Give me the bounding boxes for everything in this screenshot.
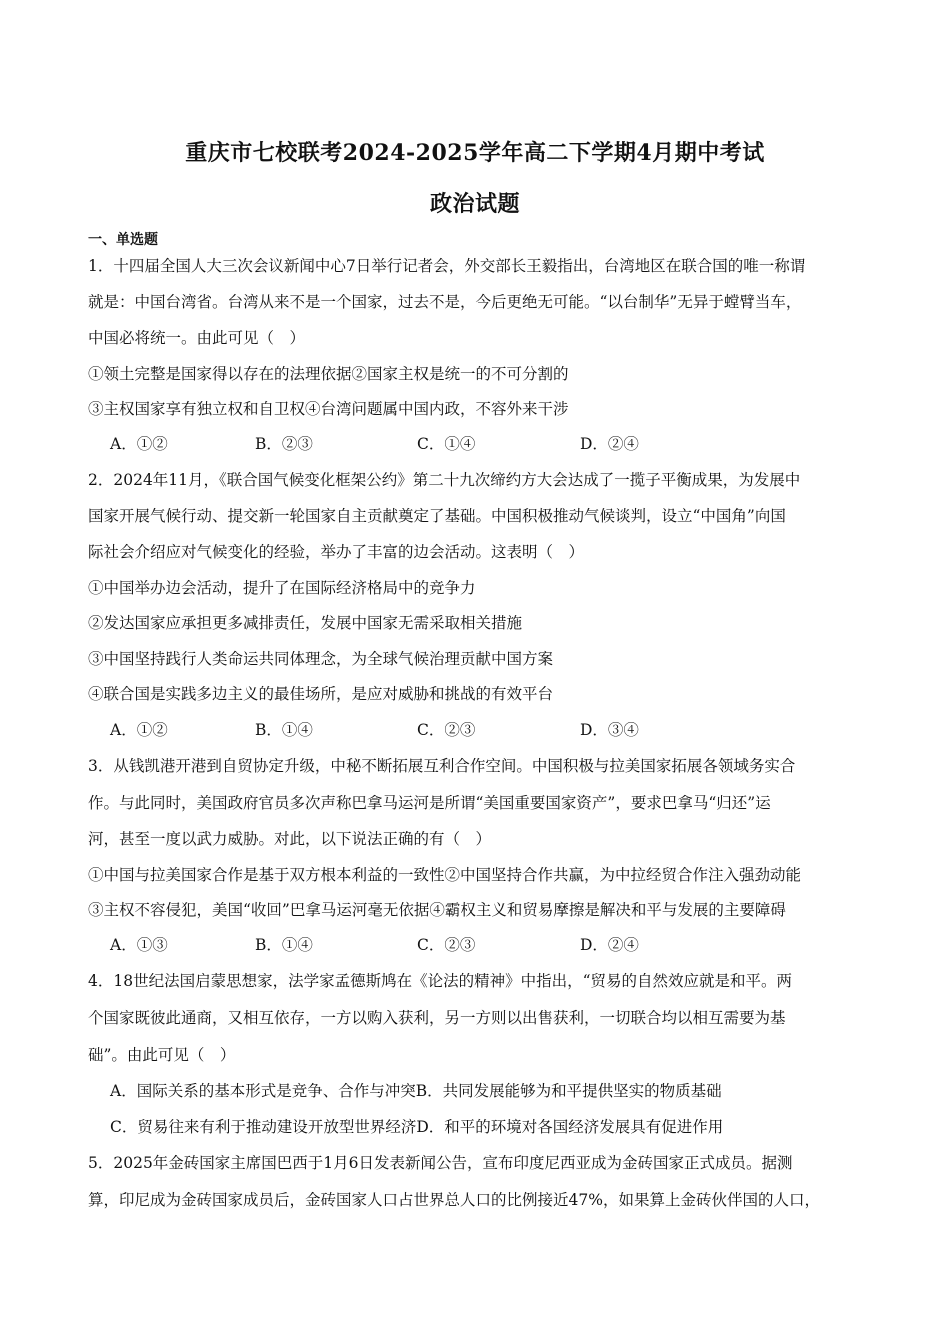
statement-line: ③主权不容侵犯，美国“收回”巴拿马运河毫无依据④霸权主义和贸易摩擦是解决和平与发展的主要障碍	[88, 901, 786, 919]
question-line: 中国必将统一。由此可见（ ）	[88, 329, 306, 347]
statement-line: ①领土完整是国家得以存在的法理依据②国家主权是统一的不可分割的	[88, 365, 569, 383]
answer-options-cd: C．贸易往来有利于推动建设开放型世界经济D．和平的环境对各国经济发展具有促进作用	[110, 1118, 724, 1136]
option-a: A．①②	[110, 435, 168, 453]
statement-line: ②发达国家应承担更多减排责任，发展中国家无需采取相关措施	[88, 614, 523, 632]
question-line: 4．18世纪法国启蒙思想家，法学家孟德斯鸠在《论法的精神》中指出，“贸易的自然效应就是和平。两	[88, 972, 793, 990]
section-heading: 一、单选题	[88, 232, 158, 248]
question-line: 就是：中国台湾省。台湾从来不是一个国家，过去不是，今后更绝无可能。“以台制华”无异于螳臂当车，	[88, 293, 802, 311]
option-a: A．①③	[110, 936, 168, 954]
option-b: B．①④	[255, 936, 313, 954]
option-c: C．②③	[417, 721, 476, 739]
question-line: 算，印尼成为金砖国家成员后，金砖国家人口占世界总人口的比例接近47%，如果算上金砖伙伴国的人口，	[88, 1191, 820, 1209]
statement-line: ④联合国是实践多边主义的最佳场所，是应对威胁和挑战的有效平台	[88, 685, 554, 703]
option-c: C．①④	[417, 435, 476, 453]
page-title: 重庆市七校联考2024-2025学年高二下学期4月期中考试	[185, 140, 765, 166]
statement-line: ①中国与拉美国家合作是基于双方根本利益的一致性②中国坚持合作共赢，为中拉经贸合作注入强劲动能	[88, 866, 802, 884]
question-line: 个国家既彼此通商，又相互依存，一方以购入获利，另一方则以出售获利，一切联合均以相互需要为基	[88, 1009, 786, 1027]
option-d: D．②④	[580, 936, 639, 954]
question-line: 作。与此同时，美国政府官员多次声称巴拿马运河是所谓“美国重要国家资产”，要求巴拿马“归还”运	[88, 794, 771, 812]
question-line: 国家开展气候行动、提交新一轮国家自主贡献奠定了基础。中国积极推动气候谈判，设立“中国角”向国	[88, 507, 786, 525]
page-subtitle: 政治试题	[429, 191, 520, 217]
option-a: A．①②	[110, 721, 168, 739]
statement-line: ③中国坚持践行人类命运共同体理念，为全球气候治理贡献中国方案	[88, 650, 554, 668]
question-line: 际社会介绍应对气候变化的经验，举办了丰富的边会活动。这表明（ ）	[88, 543, 585, 561]
question-line: 2．2024年11月，《联合国气候变化框架公约》第二十九次缔约方大会达成了一揽子平衡成果，为发展中	[88, 471, 801, 489]
option-d: D．③④	[580, 721, 639, 739]
question-line: 础”。由此可见（ ）	[88, 1046, 236, 1064]
statement-line: ③主权国家享有独立权和自卫权④台湾问题属中国内政，不容外来干涉	[88, 400, 569, 418]
option-b: B．①④	[255, 721, 313, 739]
option-d: D．②④	[580, 435, 639, 453]
question-line: 5．2025年金砖国家主席国巴西于1月6日发表新闻公告，宣布印度尼西亚成为金砖国家正式成员。据测	[88, 1154, 793, 1172]
statement-line: ①中国举办边会活动，提升了在国际经济格局中的竞争力	[88, 579, 476, 597]
option-c: C．②③	[417, 936, 476, 954]
question-line: 河，甚至一度以武力威胁。对此，以下说法正确的有（ ）	[88, 830, 492, 848]
question-line: 1．十四届全国人大三次会议新闻中心7日举行记者会，外交部长王毅指出，台湾地区在联合国的唯一称谓	[88, 257, 806, 275]
question-line: 3．从钱凯港开港到自贸协定升级，中秘不断拓展互利合作空间。中国积极与拉美国家拓展各领域务实合	[88, 757, 796, 775]
option-b: B．②③	[255, 435, 313, 453]
answer-options-ab: A．国际关系的基本形式是竞争、合作与冲突B．共同发展能够为和平提供坚实的物质基础	[110, 1082, 722, 1100]
